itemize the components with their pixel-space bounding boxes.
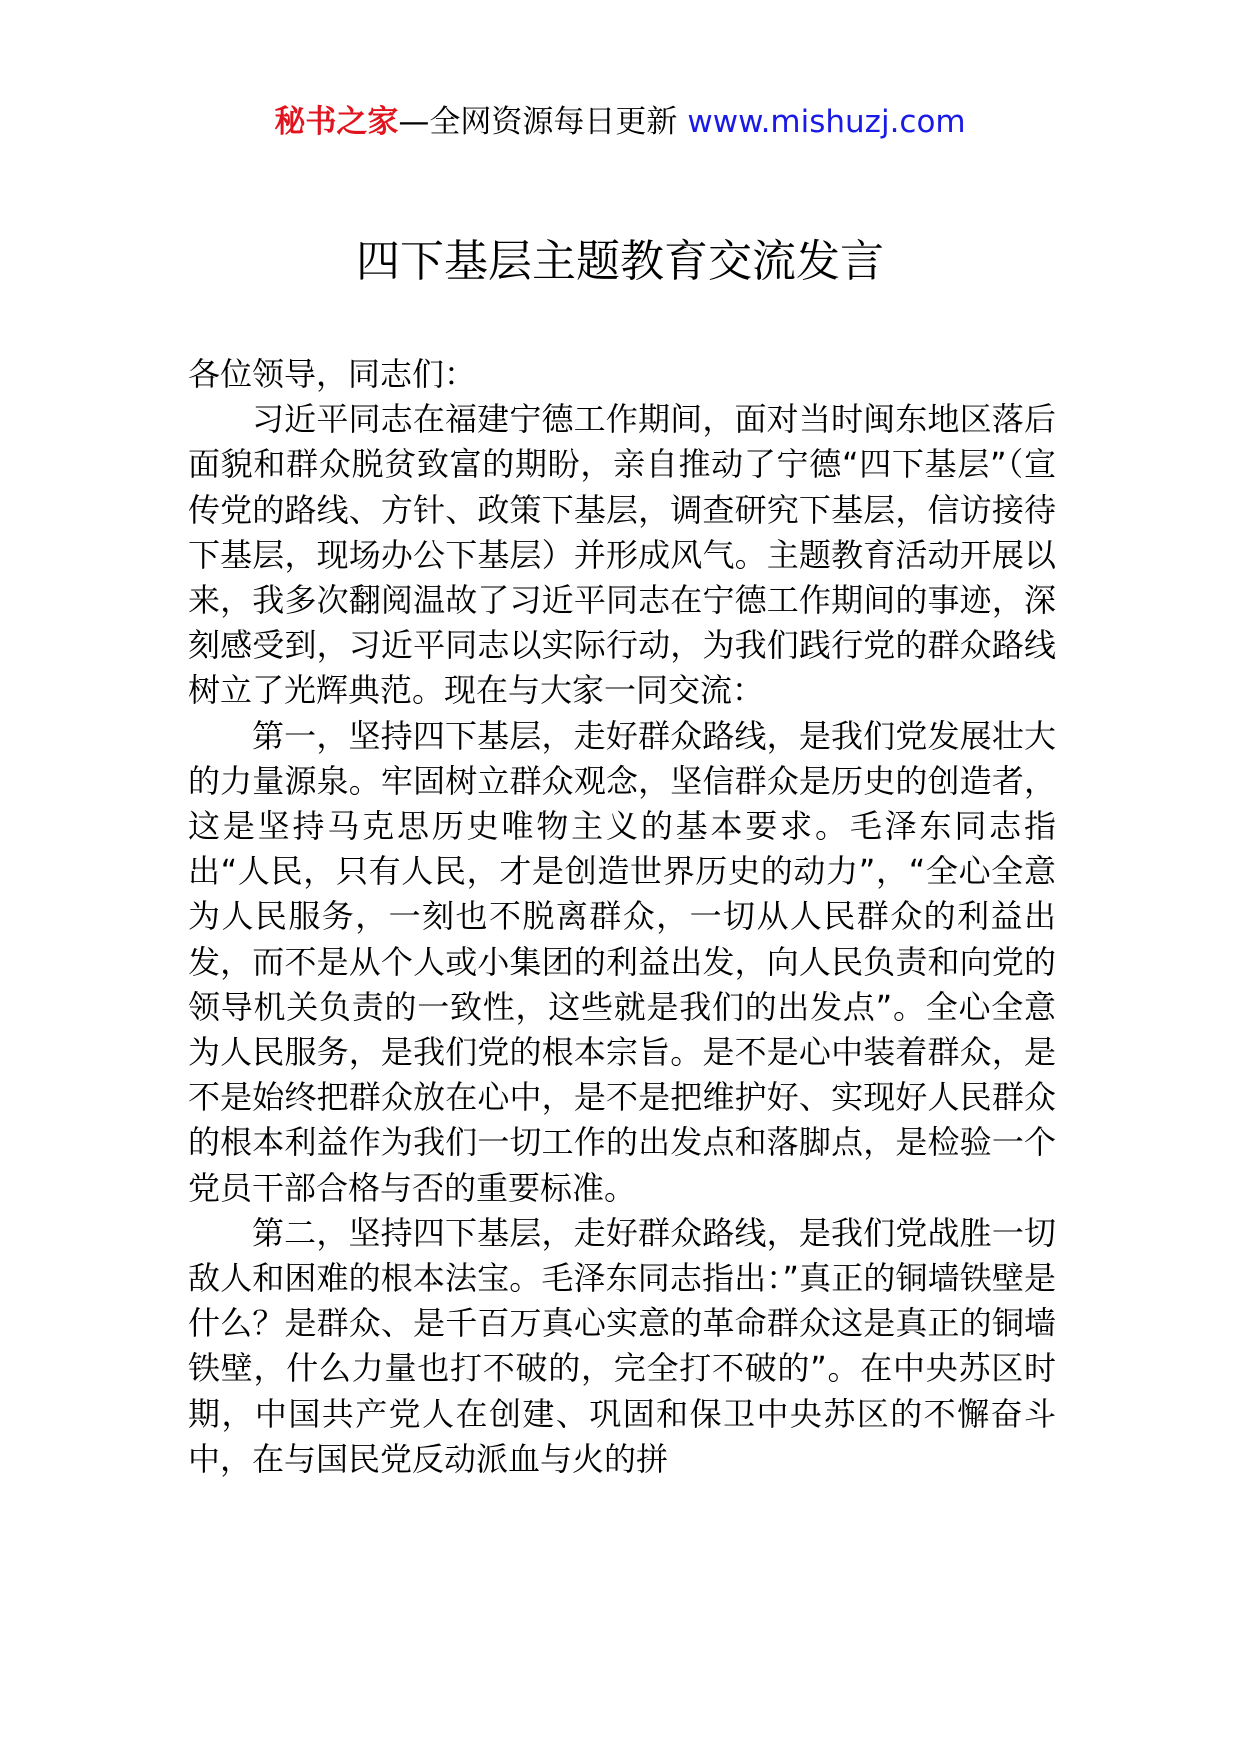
site-header [0,100,1240,144]
salutation: 各位领导，同志们： [188,355,477,393]
site-url[interactable]: www.mishuzj.com [687,104,966,140]
site-brand: 秘书之家 [274,104,399,140]
site-tagline: —全网资源每日更新 [398,104,678,140]
paragraph-first-point: 第一，坚持四下基层，走好群众路线，是我们党发展壮大的力量源泉。牢固树立群众观念，坚信群众是历史的创造者，这是坚持马克思历史唯物主义的基本要求。毛泽东同志指出“人民，只有人民，才是创造世界历史的动力”，“全心全意为人民服务，一刻也不脱离群众，一切从人民群众的利益出发，而不是从个人或小集团的利益出发，向人民负责和向党的领导机关负责的一致性，这些就是我们的出发点”。全心全意为人民服务，是我们党的根本宗旨。是不是心中装着群众，是不是始终把群众放在心中，是不是把维护好、实现好人民群众的根本利益作为我们一切工作的出发点和落脚点，是检验一个党员干部合格与否的重要标准。 [188,716,1056,1207]
document-title: 四下基层主题教育交流发言 [356,236,884,287]
paragraph-second-point: 第二，坚持四下基层，走好群众路线，是我们党战胜一切敌人和困难的根本法宝。毛泽东同志指出：”真正的铜墙铁壁是什么？是群众、是千百万真心实意的革命群众这是真正的铜墙铁壁，什么力量也打不破的，完全打不破的”。在中央苏区时期，中国共产党人在创建、巩固和保卫中央苏区的不懈奋斗中，在与国民党反动派血与火的拼 [188,1213,1056,1478]
document-body [188,352,1056,1482]
paragraph-intro: 习近平同志在福建宁德工作期间，面对当时闽东地区落后面貌和群众脱贫致富的期盼，亲自推动了宁德“四下基层”（宣传党的路线、方针、政策下基层，调查研究下基层，信访接待下基层，现场办公下基层）并形成风气。主题教育活动开展以来，我多次翻阅温故了习近平同志在宁德工作期间的事迹，深刻感受到，习近平同志以实际行动，为我们践行党的群众路线树立了光辉典范。现在与大家一同交流： [188,400,1056,710]
